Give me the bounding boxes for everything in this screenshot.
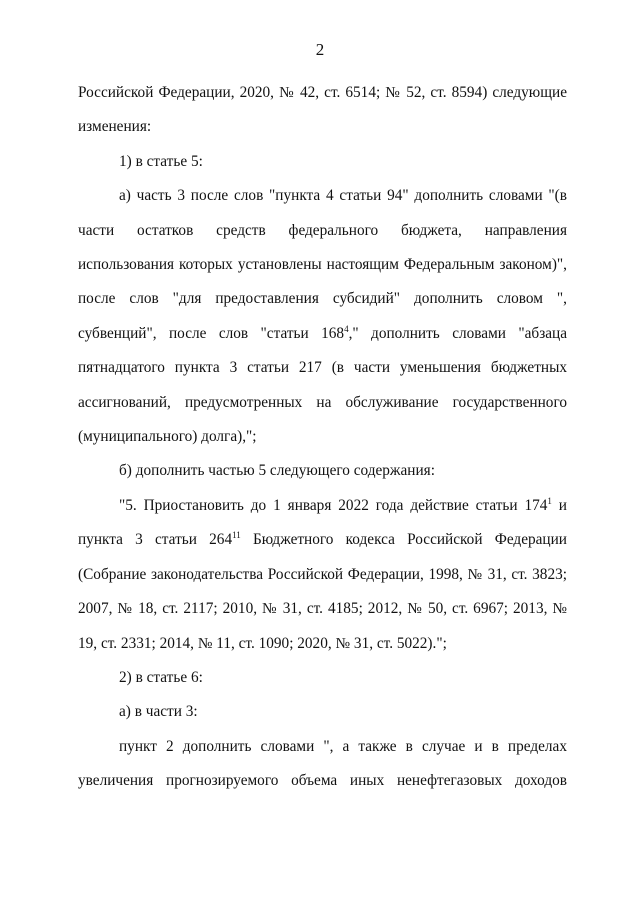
paragraph-intro: Российской Федерации, 2020, № 42, ст. 6514; № 52, ст. 8594) следующие изменения: [78, 84, 567, 136]
superscript-168: 4 [344, 323, 349, 334]
paragraph-point-2: пункт 2 дополнить словами ", а также в случае и в пределах [119, 737, 567, 755]
item-a-text-start: а) часть 3 после слов "пункта 4 статьи 94" дополнить словами "(в части остатков средств федерального бюджета, направления использования которых установлены настоящим Федеральным законом)", после слов "для предоставления субсидий" дополнить словом ", субвенций", после слов "статьи 168 [78, 187, 567, 342]
document-body [78, 76, 567, 799]
superscript-174: 1 [547, 495, 552, 506]
paragraph-part-5 [78, 489, 567, 661]
page-number: 2 [315, 40, 325, 59]
paragraph-item-a [78, 179, 567, 454]
superscript-264: 11 [232, 530, 241, 541]
item-a-text-end: ," дополнить словами "абзаца пятнадцатого пункта 3 статьи 217 (в части уменьшения бюджетных ассигнований, предусмотренных на обслуживание государственного (муниципального) долга),"; [78, 324, 567, 446]
part-5-text-start: "5. Приостановить до 1 января 2022 года действие статьи 174 [119, 496, 548, 514]
paragraph-part-3: а) в части 3: [119, 703, 198, 721]
part-5-text-middle: и пункта 3 статьи 264 [78, 496, 567, 549]
part-5-text-end: Бюджетного кодекса Российской Федерации (Собрание законодательства Российской Федерации, 1998, № 31, ст. 3823; 2007, № 18, ст. 2117; 2010, № 31, ст. 4185; 2012, № 50, ст. 6967; 2013, № 19, ст. 2331; 2014, № 11, ст. 1090; 2020, № 31, ст. 5022)."; [78, 531, 567, 652]
paragraph-item-b: б) дополнить частью 5 следующего содержания: [119, 462, 435, 480]
paragraph-point-2-continued: увеличения прогнозируемого объема иных ненефтегазовых доходов [78, 772, 567, 790]
paragraph-article-5: 1) в статье 5: [119, 152, 203, 170]
paragraph-article-6: 2) в статье 6: [119, 668, 203, 686]
